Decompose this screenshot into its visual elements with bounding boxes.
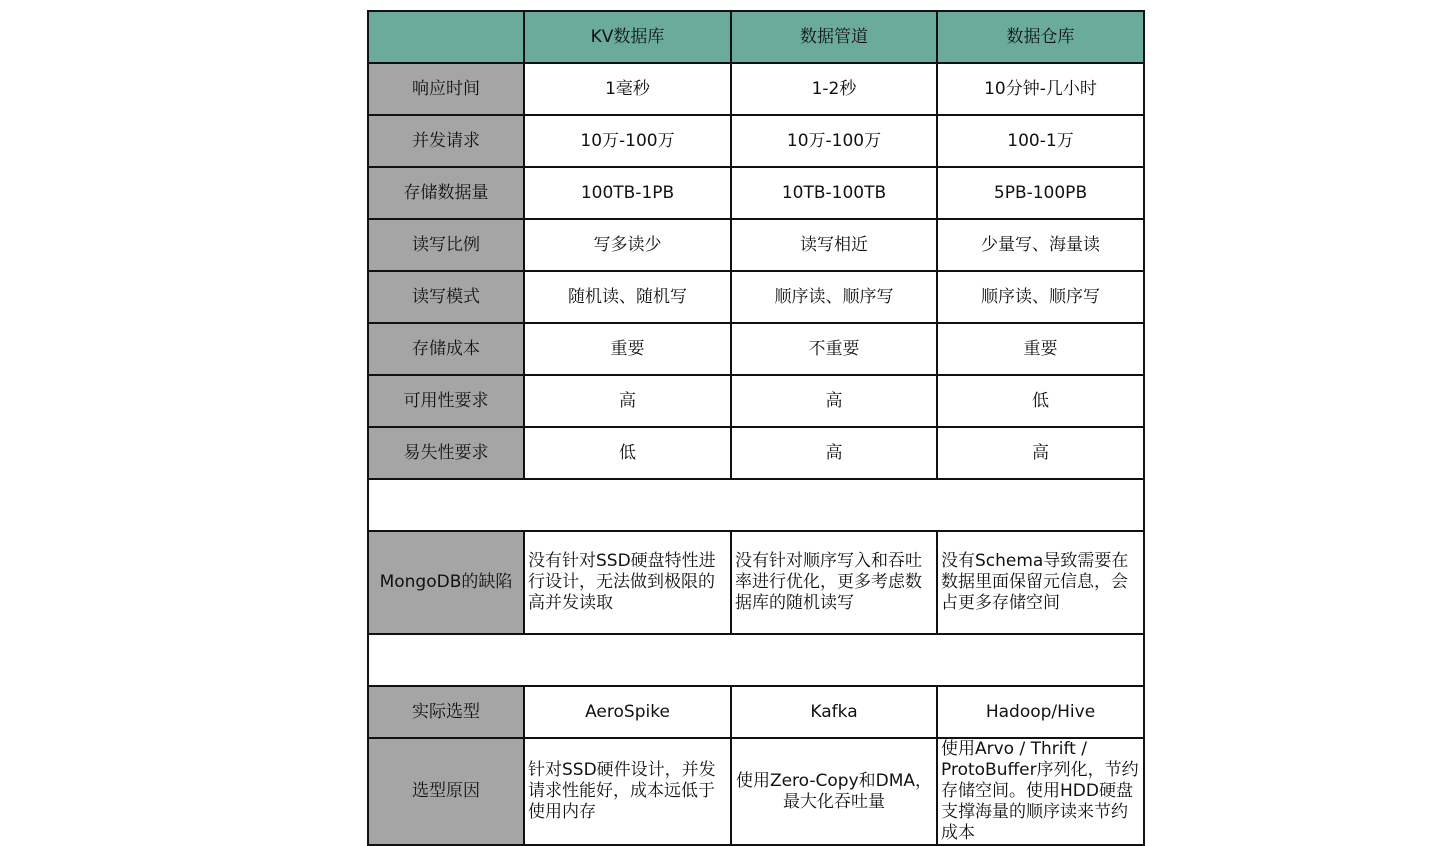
row-label: 选型原因 [368, 738, 524, 845]
table-cell: Hadoop/Hive [937, 686, 1144, 738]
table-cell: 针对SSD硬件设计，并发请求性能好，成本远低于使用内存 [524, 738, 731, 845]
table-row [368, 323, 1144, 375]
selection-row [368, 686, 1144, 738]
table-cell: 使用Zero-Copy和DMA，最大化吞吐量 [731, 738, 937, 845]
comparison-table [367, 10, 1145, 846]
header-row [368, 11, 1144, 63]
table-cell: 顺序读、顺序写 [731, 271, 937, 323]
table-cell: 重要 [524, 323, 731, 375]
row-label: 响应时间 [368, 63, 524, 115]
table-cell: 重要 [937, 323, 1144, 375]
table-cell: 10万-100万 [524, 115, 731, 167]
table-cell: 10TB-100TB [731, 167, 937, 219]
table-cell: 1毫秒 [524, 63, 731, 115]
row-label: 可用性要求 [368, 375, 524, 427]
spacer-row [368, 479, 1144, 531]
spacer-cell [368, 479, 1144, 531]
row-label: MongoDB的缺陷 [368, 531, 524, 634]
table-row [368, 115, 1144, 167]
table-row [368, 63, 1144, 115]
table-cell: 100-1万 [937, 115, 1144, 167]
table-cell: 10分钟-几小时 [937, 63, 1144, 115]
row-label: 并发请求 [368, 115, 524, 167]
mongodb-row [368, 531, 1144, 634]
header-data-warehouse: 数据仓库 [937, 11, 1144, 63]
table-cell: 顺序读、顺序写 [937, 271, 1144, 323]
table-cell: 没有Schema导致需要在数据里面保留元信息，会占更多存储空间 [937, 531, 1144, 634]
table-cell: 使用Arvo / Thrift / ProtoBuffer序列化，节约存储空间。使用HDD硬盘支撑海量的顺序读来节约成本 [937, 738, 1144, 845]
table-cell: 5PB-100PB [937, 167, 1144, 219]
table-cell: 没有针对顺序写入和吞吐率进行优化，更多考虑数据库的随机读写 [731, 531, 937, 634]
table-cell: 10万-100万 [731, 115, 937, 167]
row-label: 读写比例 [368, 219, 524, 271]
table-row [368, 375, 1144, 427]
table-cell: 高 [731, 427, 937, 479]
table-cell: 1-2秒 [731, 63, 937, 115]
table-cell: 高 [937, 427, 1144, 479]
table-cell: 低 [524, 427, 731, 479]
table-row [368, 167, 1144, 219]
reason-row [368, 738, 1144, 845]
row-label: 易失性要求 [368, 427, 524, 479]
table-cell: 高 [524, 375, 731, 427]
table-cell: 读写相近 [731, 219, 937, 271]
table-cell: 少量写、海量读 [937, 219, 1144, 271]
table-row [368, 219, 1144, 271]
table-cell: Kafka [731, 686, 937, 738]
header-data-pipeline: 数据管道 [731, 11, 937, 63]
row-label: 存储成本 [368, 323, 524, 375]
table-cell: 没有针对SSD硬盘特性进行设计，无法做到极限的高并发读取 [524, 531, 731, 634]
spacer-row [368, 634, 1144, 686]
spacer-cell [368, 634, 1144, 686]
table-cell: 高 [731, 375, 937, 427]
table-cell: 写多读少 [524, 219, 731, 271]
table-cell: 100TB-1PB [524, 167, 731, 219]
table-cell: AeroSpike [524, 686, 731, 738]
table-cell: 低 [937, 375, 1144, 427]
header-kv-database: KV数据库 [524, 11, 731, 63]
row-label: 实际选型 [368, 686, 524, 738]
header-corner-cell [368, 11, 524, 63]
table-row [368, 271, 1144, 323]
table-row [368, 427, 1144, 479]
table-cell: 不重要 [731, 323, 937, 375]
table-cell: 随机读、随机写 [524, 271, 731, 323]
row-label: 读写模式 [368, 271, 524, 323]
row-label: 存储数据量 [368, 167, 524, 219]
